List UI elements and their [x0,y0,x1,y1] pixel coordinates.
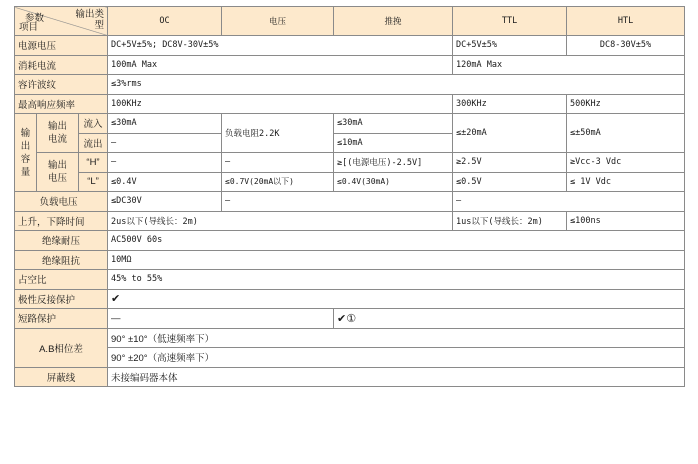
row-label: 最高响应频率 [15,94,108,114]
row-output-low [15,172,685,192]
cell-value: 负载电阻2.2K [222,114,334,153]
cell-value: AC500V 60s [108,231,685,251]
row-label: 绝缘耐压 [15,231,108,251]
header-corner-cell [15,7,108,36]
encoder-spec-table [14,6,685,387]
cell-value: ≤100ns [567,211,685,231]
cell-value: ≤3%rms [108,75,685,95]
cell-value: ≤30mA [334,114,453,134]
row-phase-high [15,348,685,368]
row-rise-fall-time [15,211,685,231]
cell-value: ≤0.4V [108,172,222,192]
row-output-high [15,153,685,173]
col-header-htl: HTL [567,7,685,36]
row-label: 绝缘阻抗 [15,250,108,270]
cell-value: ≥2.5V [453,153,567,173]
cell-value: ≤ 1V Vdc [567,172,685,192]
cell-value: 未接编码器本体 [108,367,685,387]
row-duty-cycle [15,270,685,290]
row-label: 负载电压 [37,192,108,212]
header-output-type-label: 输出类型 [75,9,105,31]
row-shield [15,367,685,387]
cell-value: ≤±20mA [453,114,567,153]
cell-value: 500KHz [567,94,685,114]
header-param-label: 参数 [25,13,45,24]
check-icon: ✔ [108,289,685,309]
row-ripple [15,75,685,95]
cell-value: — [222,192,453,212]
row-phase-low [15,328,685,348]
cell-value: — [453,192,685,212]
row-label: A.B相位差 [15,328,108,367]
row-label: 容许波纹 [15,75,108,95]
col-header-ttl: TTL [453,7,567,36]
output-current-text: 输出电流 [47,121,67,145]
cell-value: — [108,133,222,153]
cell-value: ≤DC30V [108,192,222,212]
cell-value: ≥Vcc-3 Vdc [567,153,685,173]
cell-value: 100mA Max [108,55,453,75]
cell-value: 90° ±20°（高速频率下） [108,348,685,368]
cell-value: ≤30mA [108,114,222,134]
output-capacity-label [15,114,37,192]
cell-value: 90° ±10°（低速频率下） [108,328,685,348]
row-current-consumption [15,55,685,75]
low-level-label: “L” [79,172,108,192]
cell-value: 1us以下(导线长：2m) [453,211,567,231]
row-label: 消耗电流 [15,55,108,75]
row-label: 上升，下降时间 [15,211,108,231]
output-voltage-text: 输出电压 [47,160,67,184]
cell-value: — [222,153,334,173]
row-insulation [15,250,685,270]
cell-value: 2us以下(导线长：2m) [108,211,453,231]
row-label: 极性反接保护 [15,289,108,309]
spec-table-wrapper [14,6,685,387]
cell-value: DC8-30V±5% [567,36,685,56]
header-row [15,7,685,36]
row-dielectric [15,231,685,251]
col-header-voltage: 电压 [222,7,334,36]
cell-value: — [108,309,334,329]
cell-value: ≤0.5V [453,172,567,192]
row-output-sink [15,114,685,134]
cell-value: 100KHz [108,94,453,114]
cell-value: ≤10mA [334,133,453,153]
row-load-voltage [15,192,685,212]
cell-value: 120mA Max [453,55,685,75]
sink-label: 流入 [79,114,108,134]
cell-value: ≤0.4V(30mA) [334,172,453,192]
col-header-push-pull: 推挽 [334,7,453,36]
header-item-label: 项目 [19,22,39,33]
check-icon: ✔① [334,309,685,329]
row-label: 占空比 [15,270,108,290]
cell-value: 300KHz [453,94,567,114]
row-short-circuit [15,309,685,329]
output-voltage-label [37,153,79,192]
high-level-label: “H” [79,153,108,173]
cell-value: 10MΩ [108,250,685,270]
cell-value: ≥[(电源电压)-2.5V] [334,153,453,173]
cell-value: DC+5V±5%; DC8V-30V±5% [108,36,453,56]
row-max-frequency [15,94,685,114]
cell-value: DC+5V±5% [453,36,567,56]
row-supply-voltage [15,36,685,56]
load-voltage-spacer [15,192,37,212]
row-label: 屏蔽线 [15,367,108,387]
cell-value: 45% to 55% [108,270,685,290]
row-label: 短路保护 [15,309,108,329]
row-reverse-polarity [15,289,685,309]
cell-value: ≤±50mA [567,114,685,153]
row-label: 电源电压 [15,36,108,56]
cell-value: ≤0.7V(20mA以下) [222,172,334,192]
cell-value: — [108,153,222,173]
col-header-oc: OC [108,7,222,36]
output-current-label [37,114,79,153]
output-capacity-text: 输出容量 [20,127,31,178]
source-label: 流出 [79,133,108,153]
